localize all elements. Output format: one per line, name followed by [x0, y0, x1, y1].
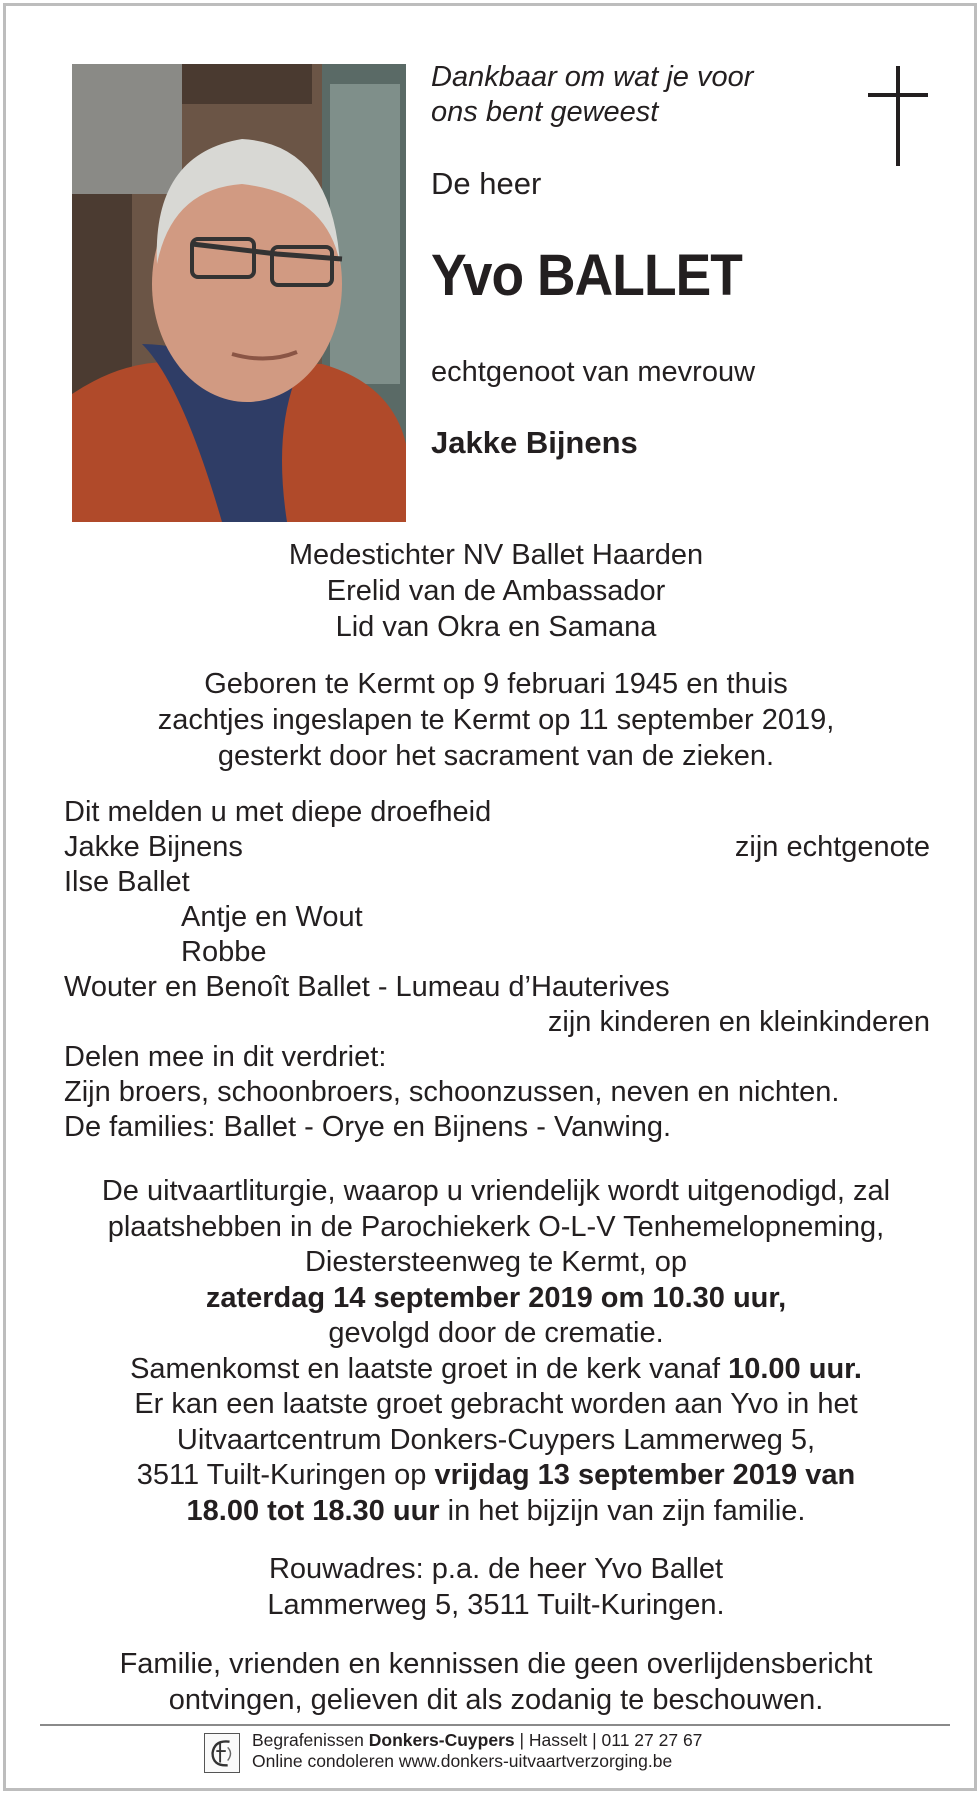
family-families: De families: Ballet - Orye en Bijnens - Vanwing.: [64, 1111, 672, 1143]
obituary-card: [3, 3, 977, 1791]
family-row-grandchild: Robbe: [181, 936, 267, 968]
family-row-grandchildren: Antje en Wout: [181, 901, 363, 933]
cross-icon: [868, 66, 928, 166]
birth-death-block: Geboren te Kermt op 9 februari 1945 en thuis zachtjes ingeslapen te Kermt op 11 september 2019, gesterkt door het sacrament van de zieken.: [157, 668, 835, 772]
funeral-home-name: Donkers-Cuypers: [368, 1730, 515, 1750]
roles-block: Medestichter NV Ballet Haarden Erelid van de Ambassador Lid van Okra en Samana: [288, 539, 704, 643]
closing-note: Familie, vrienden en kennissen die geen overlijdensbericht ontvingen, gelieven dit als zodanig te beschouwen.: [119, 1648, 873, 1716]
funeral-home-logo-icon: [204, 1733, 240, 1773]
mourning-address: Rouwadres: p.a. de heer Yvo Ballet Lammerweg 5, 3511 Tuilt-Kuringen.: [267, 1553, 725, 1621]
family-share-intro: Delen mee in dit verdriet:: [64, 1041, 387, 1073]
family-row-child: Ilse Ballet: [64, 866, 190, 898]
funeral-date: zaterdag 14 september 2019 om 10.30 uur,: [205, 1281, 787, 1314]
gathering-time: 10.00 uur.: [728, 1352, 862, 1385]
footer-divider: [40, 1724, 950, 1726]
spouse-name: Jakke Bijnens: [431, 425, 638, 460]
deceased-name: Yvo BALLET: [431, 243, 742, 308]
motto-text: Dankbaar om wat je voor ons bent geweest: [431, 61, 754, 128]
footer-info: Begrafenissen Donkers-Cuypers | Hasselt | 011 27 27 67 Online condoleren www.donkers-uitvaartverzorging.be: [252, 1730, 703, 1771]
viewing-time: 18.00 tot 18.30 uur: [186, 1494, 440, 1527]
family-row-child: Wouter en Benoît Ballet - Lumeau d’Hauterives: [64, 971, 670, 1003]
family-row-role: zijn kinderen en kleinkinderen: [547, 1006, 930, 1038]
condolence-link[interactable]: Online condoleren www.donkers-uitvaartverzorging.be: [252, 1751, 673, 1771]
viewing-date: vrijdag 13 september 2019 van: [434, 1459, 856, 1491]
portrait-photo: [72, 64, 406, 522]
family-intro: Dit melden u met diepe droefheid: [64, 796, 492, 828]
family-relatives: Zijn broers, schoonbroers, schoonzussen, neven en nichten.: [64, 1076, 840, 1108]
family-row-spouse: Jakke Bijnens zijn echtgenote: [64, 831, 930, 863]
salutation: De heer: [431, 166, 542, 201]
funeral-details: De uitvaartliturgie, waarop u vriendelijk wordt uitgenodigd, zal plaatshebben in de Parochiekerk O-L-V Tenhemelopneming, Diestersteenweg te Kermt, op zaterdag 14 september 2019 om 10.30 uur, gevolgd door de crematie. Samenkomst en laatste groet in de kerk vanaf 10.00 uur. Er kan een laatste groet gebracht worden aan Yvo in het Uitvaartcentrum Donkers-Cuypers Lammerweg 5, 3511 Tuilt-Kuringen op vrijdag 13 september 2019 van 18.00 tot 18.30 uur in het bijzijn van zijn familie.: [101, 1175, 891, 1527]
family-block: [64, 795, 930, 1145]
spouse-intro: echtgenoot van mevrouw: [431, 356, 756, 388]
